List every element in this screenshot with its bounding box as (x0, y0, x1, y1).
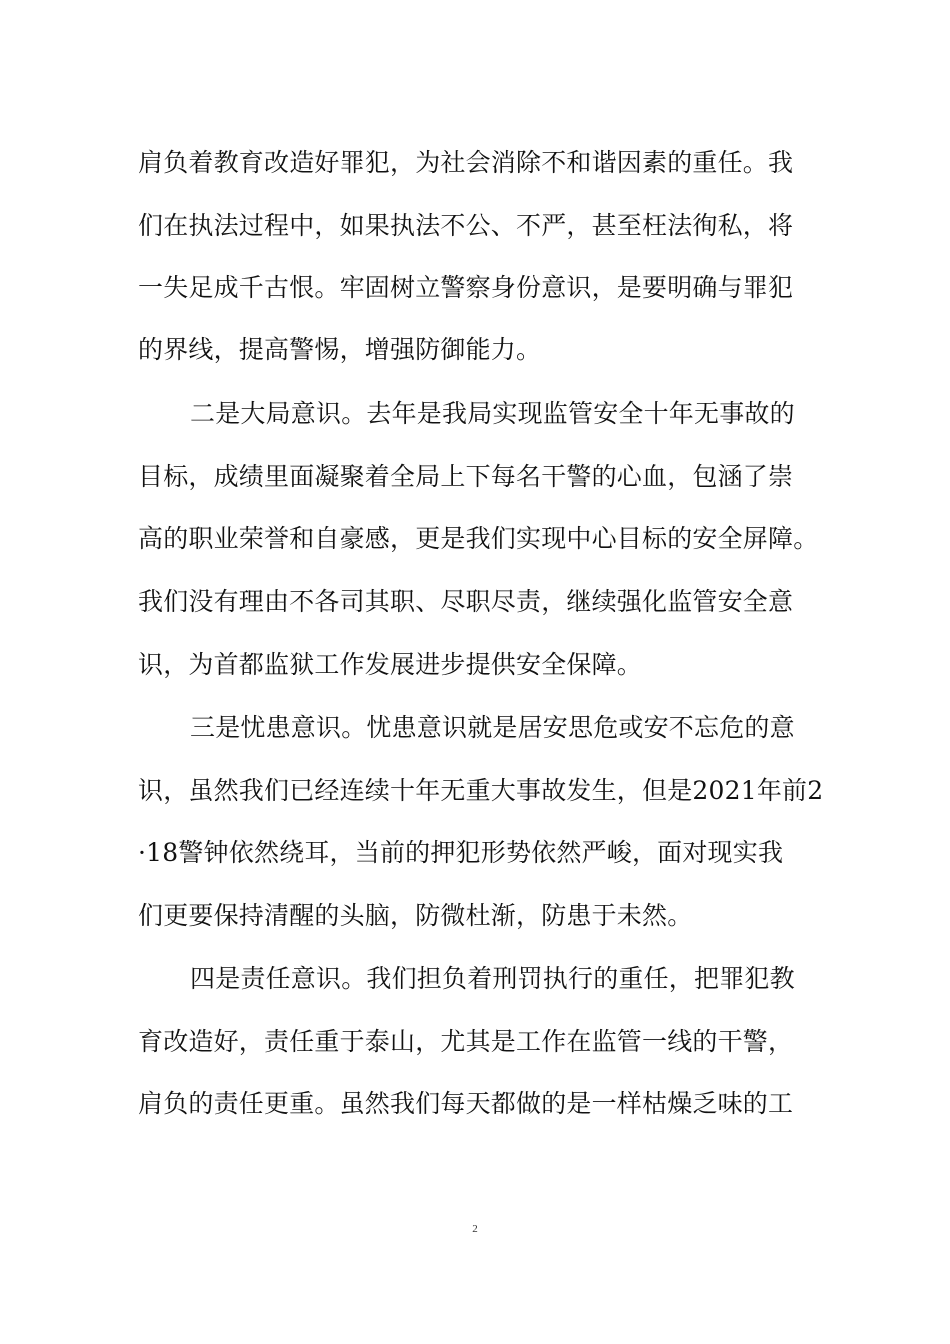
text-line: 的界线，提高警惕，增强防御能力。 (138, 335, 542, 364)
paragraph-first-line: 二是大局意识。去年是我局实现监管安全十年无事故的 (190, 399, 795, 428)
text-line: 肩负着教育改造好罪犯，为社会消除不和谐因素的重任。我 (138, 148, 794, 177)
paragraph-first-line: 三是忧患意识。忧患意识就是居安思危或安不忘危的意 (190, 713, 795, 742)
page-number: 2 (472, 1223, 478, 1235)
text-line: 高的职业荣誉和自豪感，更是我们实现中心目标的安全屏障。 (138, 524, 819, 553)
text-line: 育改造好，责任重于泰山，尤其是工作在监管一线的干警， (138, 1027, 794, 1056)
text-line: 识，为首都监狱工作发展进步提供安全保障。 (138, 650, 643, 679)
text-line: 目标，成绩里面凝聚着全局上下每名干警的心血，包涵了崇 (138, 462, 794, 491)
text-line: 们在执法过程中，如果执法不公、不严，甚至枉法徇私，将 (138, 211, 794, 240)
text-line: ·18警钟依然绕耳，当前的押犯形势依然严峻，面对现实我 (138, 838, 784, 867)
text-line: 识，虽然我们已经连续十年无重大事故发生，但是2021年前2 (138, 776, 824, 805)
text-line: 一失足成千古恨。牢固树立警察身份意识，是要明确与罪犯 (138, 273, 794, 302)
text-line: 们更要保持清醒的头脑，防微杜渐，防患于未然。 (138, 901, 693, 930)
text-line: 肩负的责任更重。虽然我们每天都做的是一样枯燥乏味的工 (138, 1089, 794, 1118)
paragraph-first-line: 四是责任意识。我们担负着刑罚执行的重任，把罪犯教 (190, 964, 795, 993)
text-line: 我们没有理由不各司其职、尽职尽责，继续强化监管安全意 (138, 587, 794, 616)
